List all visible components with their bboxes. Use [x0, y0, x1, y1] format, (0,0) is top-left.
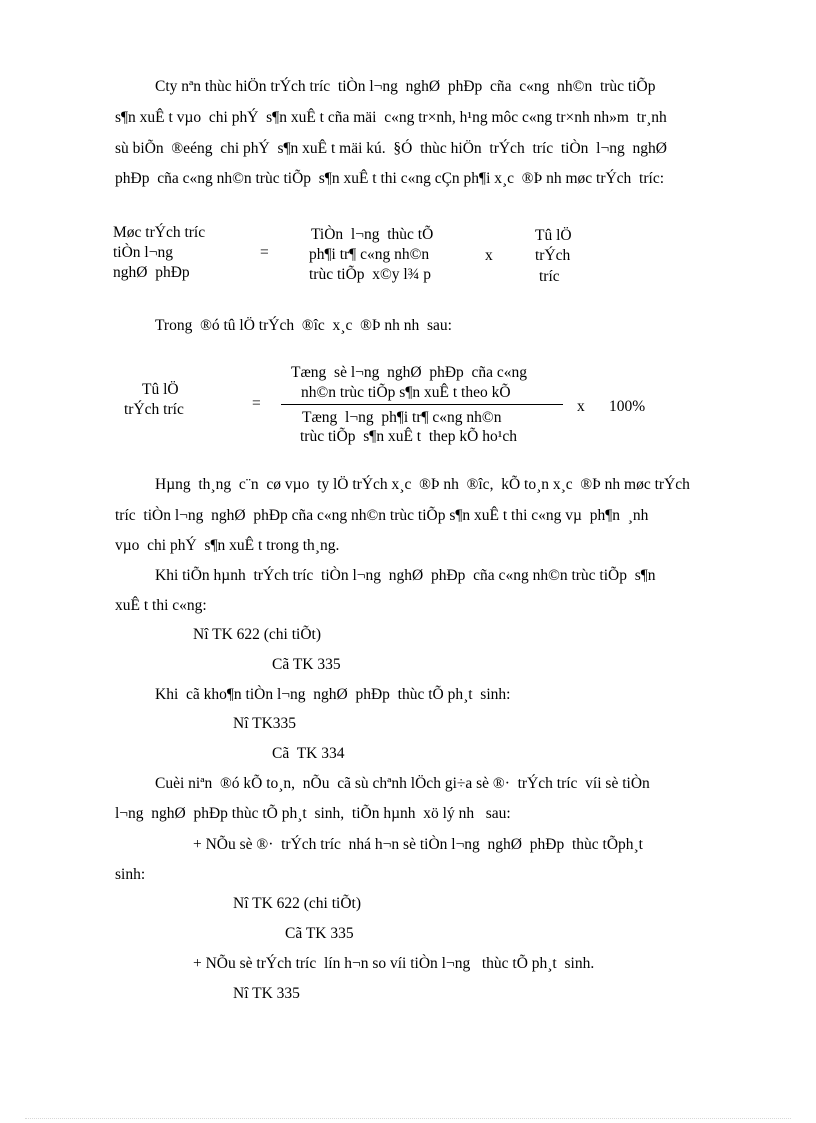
- journal-entry-4-debit: Nî TK 335: [233, 985, 300, 1002]
- journal-entry-1-credit: Cã TK 335: [272, 656, 341, 673]
- formula-1-lhs-line-3: nghØ phÐp: [113, 264, 190, 281]
- formula-1-equals-sign: =: [260, 244, 269, 261]
- formula-1-mid-line-2: ph¶i tr¶ c«ng nh©n: [309, 246, 430, 263]
- formula-2-numerator-line-2: nh©n trùc tiÕp s¶n xuÊ t theo kÕ: [301, 384, 511, 401]
- journal-entry-3-debit: Nî TK 622 (chi tiÕt): [233, 895, 362, 912]
- formula-1-lhs-line-2: tiÒn l¬ng: [113, 244, 173, 261]
- paragraph-4-line-2: xuÊ t thi c«ng:: [115, 597, 207, 614]
- formula-1-mid-line-3: trùc tiÕp x©y l¾ p: [309, 266, 431, 283]
- paragraph-7-line-2: sinh:: [115, 866, 146, 883]
- formula-2-lhs-line-1: Tû lÖ: [142, 381, 179, 398]
- paragraph-6-line-2: l¬ng nghØ phÐp thùc tÕ ph¸t sinh, tiÕn hµnh xö lý nh sau:: [115, 805, 511, 822]
- formula-2-numerator-line-1: Tæng sè l¬ng nghØ phÐp cña c«ng: [291, 364, 528, 381]
- paragraph-1-line-3: sù biÕn ®eéng chi phÝ s¶n xuÊ t mäi kú. §Ó thùc hiÖn trÝch tríc tiÒn l¬ng nghØ: [115, 140, 667, 157]
- journal-entry-1-debit: Nî TK 622 (chi tiÕt): [193, 626, 322, 643]
- formula-1-mid-line-1: TiÒn l¬ng thùc tÕ: [311, 226, 434, 243]
- journal-entry-3-credit: Cã TK 335: [285, 925, 354, 942]
- formula-2-times-sign: x: [577, 398, 585, 415]
- formula-2-percent: 100%: [609, 398, 646, 415]
- paragraph-3-line-3: vµo chi phÝ s¶n xuÊ t trong th¸ng.: [115, 537, 340, 554]
- paragraph-1-line-4: phÐp cña c«ng nh©n trùc tiÕp s¶n xuÊ t thi c«ng cÇn ph¶i x¸c ®Þ nh møc trÝch tríc:: [115, 170, 665, 187]
- formula-1-rhs-line-2: trÝch: [535, 247, 571, 264]
- fraction-bar: [281, 404, 563, 405]
- formula-1-rhs-line-1: Tû lÖ: [535, 227, 572, 244]
- paragraph-1-line-1: Cty nªn thùc hiÖn trÝch tríc tiÒn l¬ng nghØ phÐp cña c«ng nh©n trùc tiÕp: [155, 78, 656, 95]
- paragraph-3-line-2: tríc tiÒn l¬ng nghØ phÐp cña c«ng nh©n trùc tiÕp s¶n xuÊ t thi c«ng vµ ph¶n ¸nh: [115, 507, 649, 524]
- paragraph-7-line-1: + NÕu sè ®· trÝch tríc nhá h¬n sè tiÒn l¬ng nghØ phÐp thùc tÕph¸t: [193, 836, 643, 853]
- formula-1-times-sign: x: [485, 247, 493, 264]
- formula-2-denominator-line-1: Tæng l¬ng ph¶i tr¶ c«ng nh©n: [302, 409, 502, 426]
- paragraph-2: Trong ®ó tû lÖ trÝch ®îc x¸c ®Þ nh nh sau:: [155, 317, 452, 334]
- journal-entry-2-debit: Nî TK335: [233, 715, 297, 732]
- formula-1-lhs-line-1: Møc trÝch tríc: [113, 224, 206, 241]
- formula-2-denominator-line-2: trùc tiÕp s¶n xuÊ t thep kÕ ho¹ch: [300, 428, 518, 445]
- journal-entry-2-credit: Cã TK 334: [272, 745, 345, 762]
- paragraph-3-line-1: Hµng th¸ng c¨n cø vµo ty lÖ trÝch x¸c ®Þ nh ®îc, kÕ to¸n x¸c ®Þ nh møc trÝch: [155, 476, 690, 493]
- paragraph-4-line-1: Khi tiÕn hµnh trÝch tríc tiÒn l¬ng nghØ phÐp cña c«ng nh©n trùc tiÕp s¶n: [155, 567, 656, 584]
- paragraph-1-line-2: s¶n xuÊ t vµo chi phÝ s¶n xuÊ t cña mäi c«ng tr×nh, h¹ng môc c«ng tr×nh nh»m tr¸nh: [115, 109, 667, 126]
- formula-2-equals-sign: =: [252, 395, 261, 412]
- paragraph-8: + NÕu sè trÝch tríc lín h¬n so víi tiÒn l¬ng thùc tÕ ph¸t sinh.: [193, 955, 595, 972]
- paragraph-5: Khi cã kho¶n tiÒn l¬ng nghØ phÐp thùc tÕ ph¸t sinh:: [155, 686, 511, 703]
- paragraph-6-line-1: Cuèi niªn ®ó kÕ to¸n, nÕu cã sù chªnh lÖch gi÷a sè ®· trÝch tríc víi sè tiÒn: [155, 775, 650, 792]
- formula-1-rhs-line-3: tríc: [539, 268, 560, 285]
- page-bottom-border: [25, 1118, 791, 1119]
- formula-2-lhs-line-2: trÝch tríc: [124, 401, 184, 418]
